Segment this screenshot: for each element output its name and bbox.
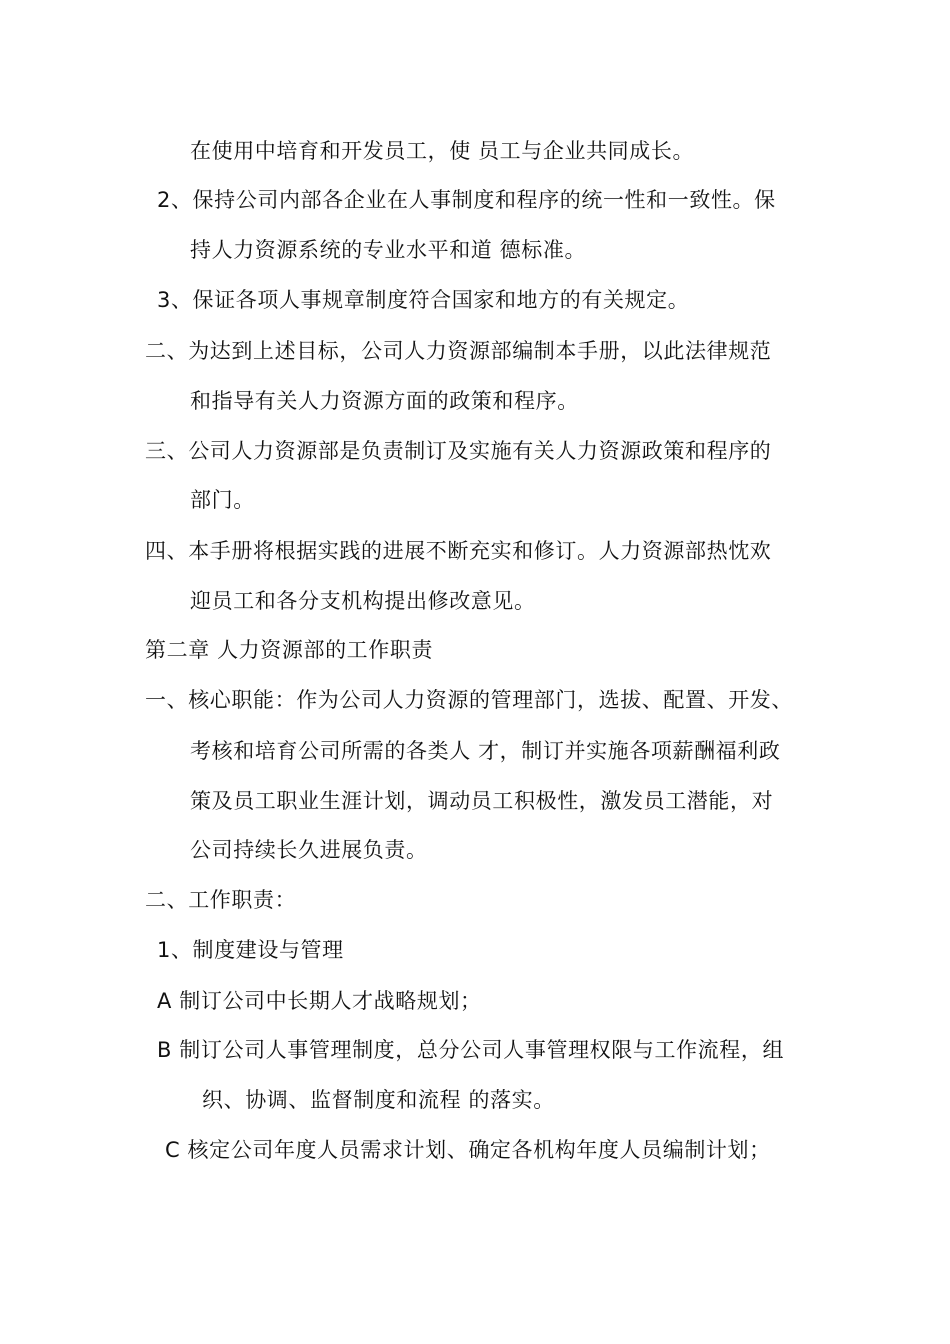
chapter-heading: 第二章 人力资源部的工作职责 [145,638,434,662]
text-line: 四、本手册将根据实践的进展不断充实和修订。人力资源部热忱欢 [145,539,772,563]
text-line: C 核定公司年度人员需求计划、确定各机构年度人员编制计划； [165,1138,771,1162]
text-line: 一、核心职能：作为公司人力资源的管理部门，选拔、配置、开发、 [145,688,793,712]
text-line: 部门。 [190,488,255,512]
text-line: 在使用中培育和开发员工，使 员工与企业共同成长。 [190,139,695,163]
text-line: A 制订公司中长期人才战略规划； [157,989,482,1013]
text-line: 公司持续长久进展负责。 [190,838,428,862]
text-line: 二、工作职责： [145,888,297,912]
text-line: 迎员工和各分支机构提出修改意见。 [190,589,536,613]
text-line: B 制订公司人事管理制度，总分公司人事管理权限与工作流程，组 [157,1038,785,1062]
text-line: 策及员工职业生涯计划，调动员工积极性，激发员工潜能，对 [190,789,774,813]
text-line: 持人力资源系统的专业水平和道 德标准。 [190,238,587,262]
text-line: 和指导有关人力资源方面的政策和程序。 [190,389,579,413]
text-line: 3、保证各项人事规章制度符合国家和地方的有关规定。 [157,288,690,312]
text-line: 二、为达到上述目标，公司人力资源部编制本手册，以此法律规范 [145,339,772,363]
text-line: 2、保持公司内部各企业在人事制度和程序的统一性和一致性。保 [157,188,776,212]
text-line: 织、协调、监督制度和流程 的落实。 [202,1088,555,1112]
text-line: 1、制度建设与管理 [157,938,344,962]
text-line: 考核和培育公司所需的各类人 才，制订并实施各项薪酬福利政 [190,739,781,763]
text-line: 三、公司人力资源部是负责制订及实施有关人力资源政策和程序的 [145,439,772,463]
